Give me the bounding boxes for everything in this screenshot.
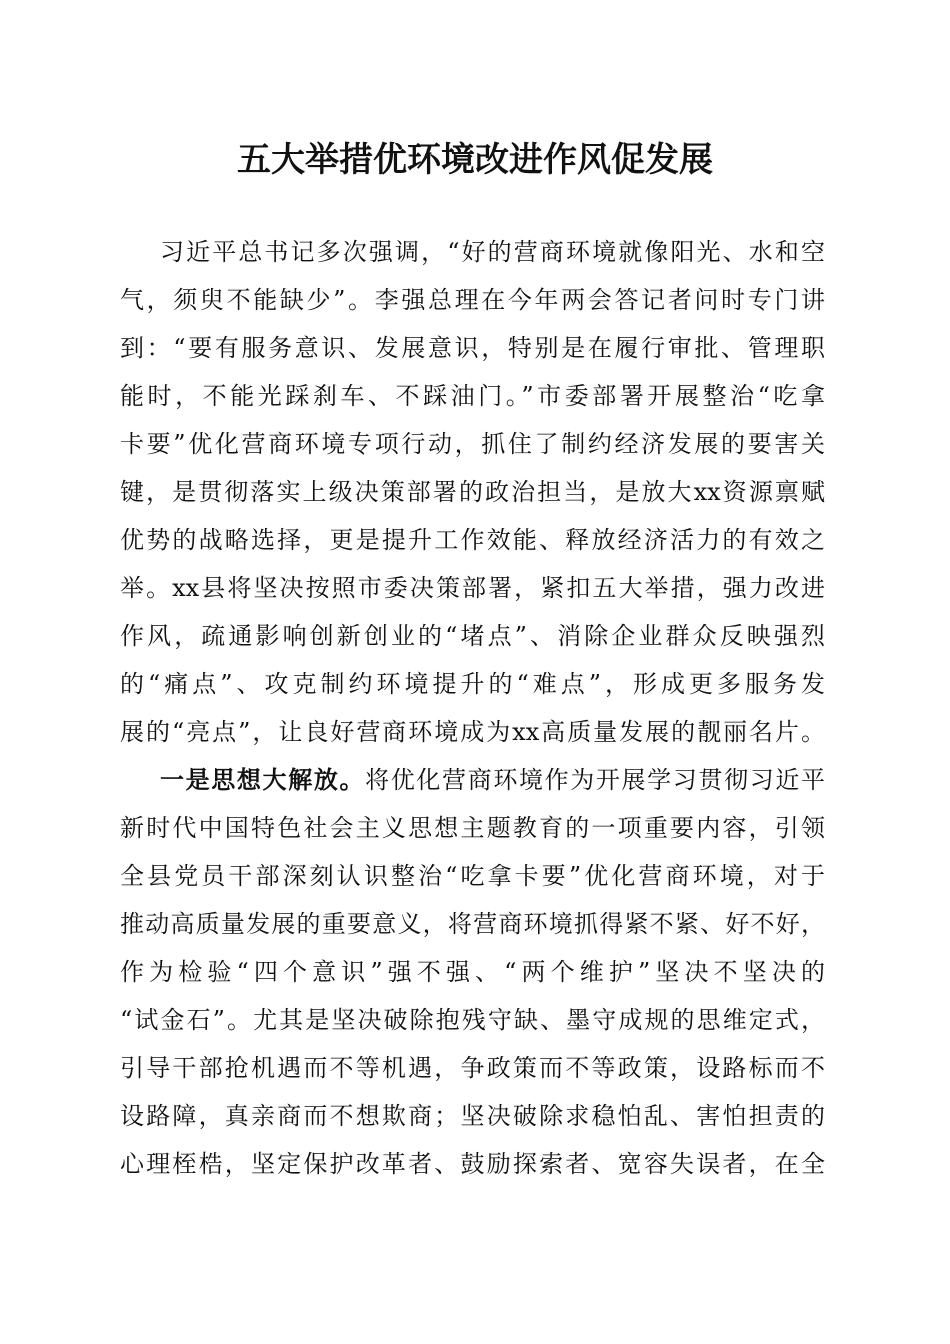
paragraph-line: 气，须臾不能缺少”。李强总理在今年两会答记者问时专门讲 — [120, 286, 825, 314]
paragraph-line: 全县党员干部深刻认识整治“吃拿卡要”优化营商环境，对于 — [120, 862, 825, 890]
paragraph-line: 推动高质量发展的重要意义，将营商环境抓得紧不紧、好不好， — [120, 910, 825, 938]
paragraph-line: 键，是贯彻落实上级决策部署的政治担当，是放大xx资源禀赋 — [120, 478, 825, 506]
document-title: 五大举措优环境改进作风促发展 — [237, 140, 713, 180]
paragraph-line: 习近平总书记多次强调，“好的营商环境就像阳光、水和空 — [160, 238, 825, 266]
paragraph-line: 举。xx县将坚决按照市委决策部署，紧扣五大举措，强力改进 — [120, 574, 825, 602]
paragraph-line: 心理桎梏，坚定保护改革者、鼓励探索者、宽容失误者，在全 — [120, 1150, 825, 1178]
paragraph-line: 作风，疏通影响创新创业的“堵点”、消除企业群众反映强烈 — [120, 622, 825, 650]
paragraph-line: 展的“亮点”，让良好营商环境成为xx高质量发展的靓丽名片。 — [120, 718, 825, 746]
paragraph-line: 新时代中国特色社会主义思想主题教育的一项重要内容，引领 — [120, 814, 825, 842]
paragraph-line: 设路障，真亲商而不想欺商；坚决破除求稳怕乱、害怕担责的 — [120, 1102, 825, 1130]
paragraph-line: 优势的战略选择，更是提升工作效能、释放经济活力的有效之 — [120, 526, 825, 554]
paragraph-line: 能时，不能光踩刹车、不踩油门。”市委部署开展整治“吃拿 — [120, 382, 825, 410]
paragraph-line: 到：“要有服务意识、发展意识，特别是在履行审批、管理职 — [120, 334, 825, 362]
paragraph-text: 将优化营商环境作为开展学习贯彻习近平 — [365, 766, 826, 794]
section-heading: 一是思想大解放。 — [160, 765, 366, 794]
paragraph-line: 卡要”优化营商环境专项行动，抓住了制约经济发展的要害关 — [120, 430, 825, 458]
paragraph-line: 作为检验“四个意识”强不强、“两个维护”坚决不坚决的 — [120, 958, 825, 986]
paragraph-first-line — [160, 760, 825, 800]
paragraph-line: 引导干部抢机遇而不等机遇，争政策而不等政策，设路标而不 — [120, 1054, 825, 1082]
paragraph-line: 的“痛点”、攻克制约环境提升的“难点”，形成更多服务发 — [120, 670, 825, 698]
paragraph-line: “试金石”。尤其是坚决破除抱残守缺、墨守成规的思维定式， — [120, 1006, 825, 1034]
